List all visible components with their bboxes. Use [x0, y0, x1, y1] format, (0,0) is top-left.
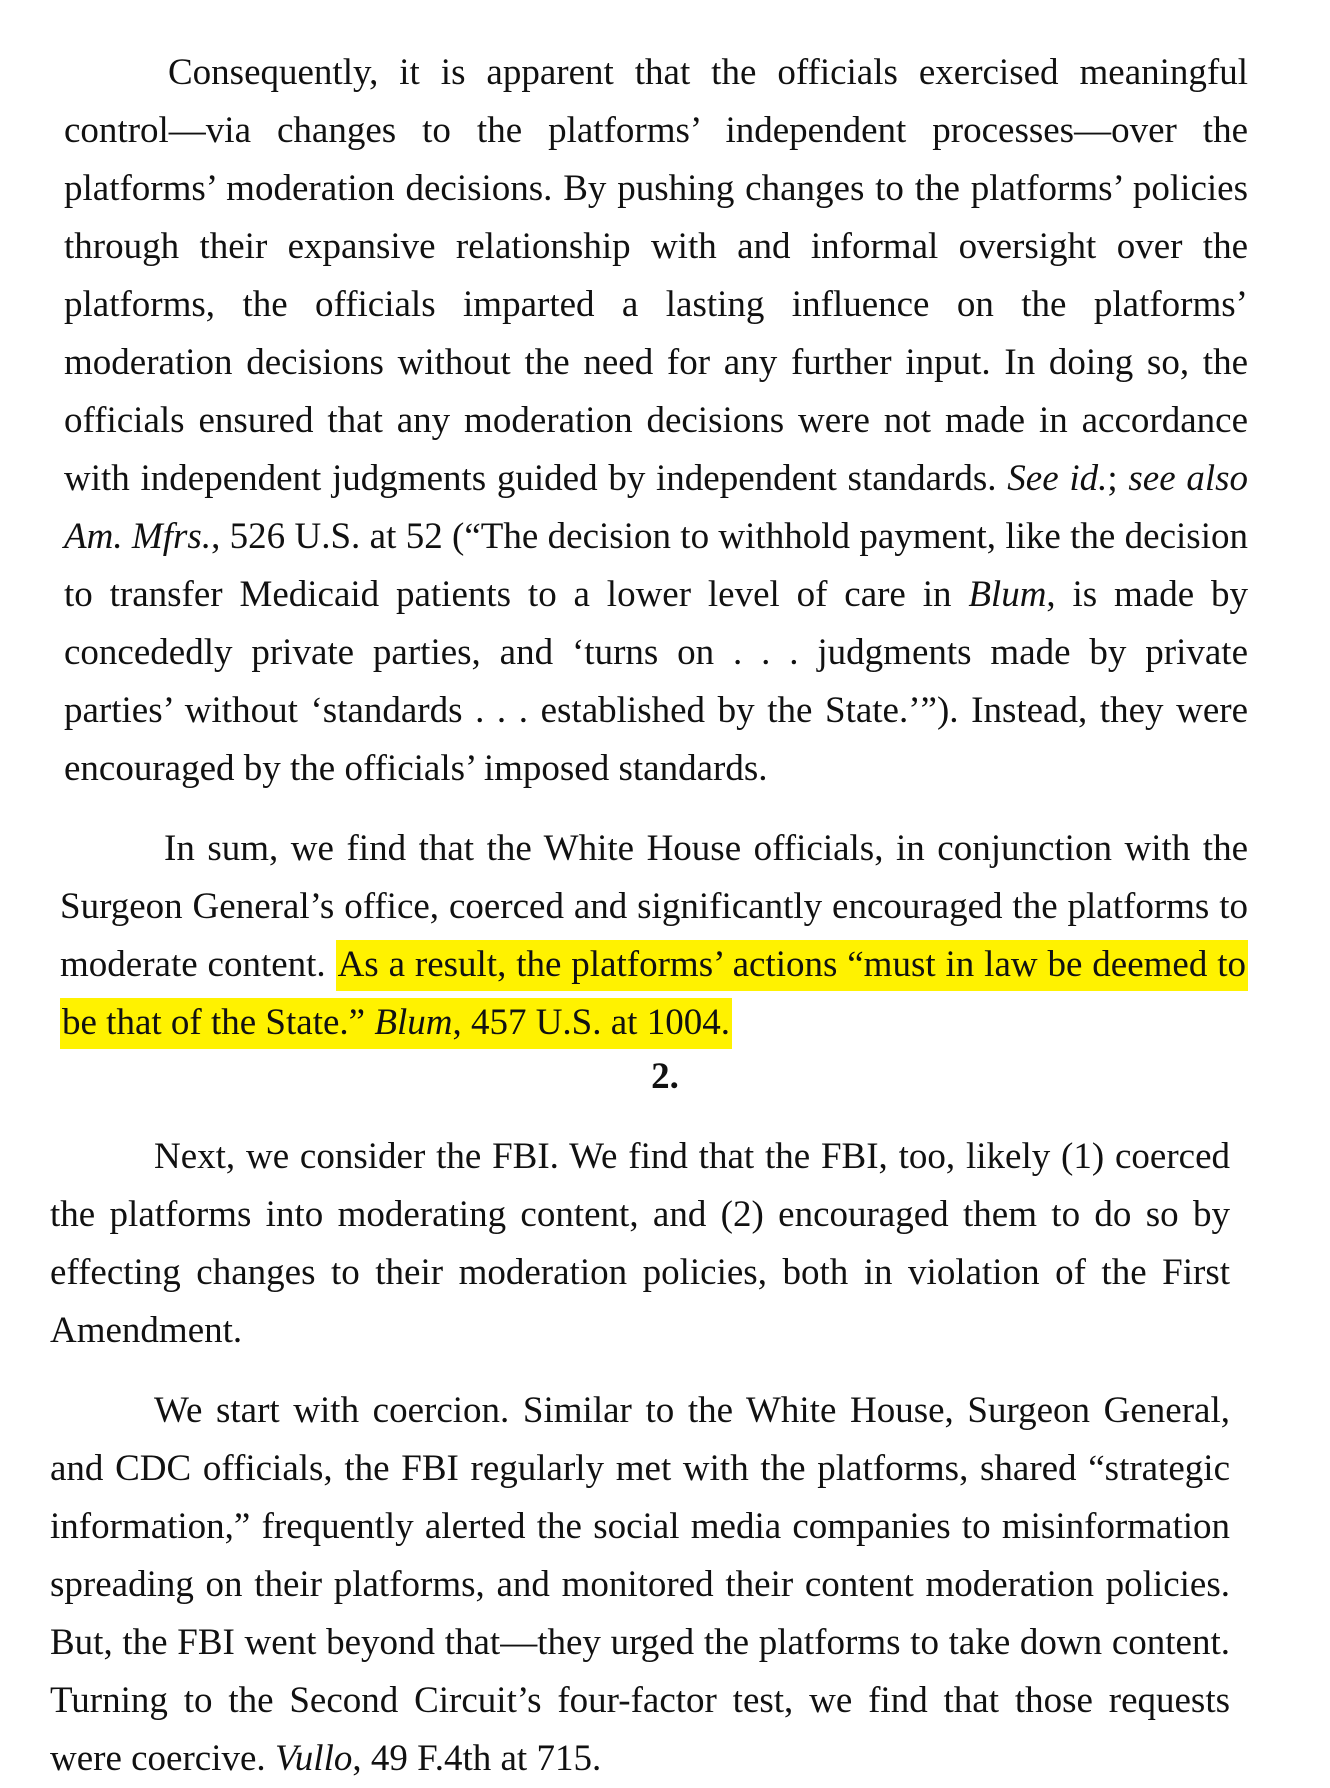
paragraph-text: , 49 F.4th at 715.: [352, 1738, 602, 1779]
paragraph-text: , is made by concededly private parties, and ‘turns on . . . judgments made by private parties’ without ‘standards . . . established by the State.’”). Instead, they were encouraged by the officials’ imposed standards.: [64, 574, 1248, 789]
citation-blum: Blum: [968, 574, 1047, 615]
paragraph-text: Consequently, it is apparent that the officials exercised meaningful control—via changes to the platforms’ independent processes—over the platforms’ moderation decisions. By pushing changes to the platforms’ policies through their expansive relationship with and informal oversight over the platforms, the officials imparted a lasting influence on the platforms’ moderation decisions without the need for any further input. In doing so, the officials ensured that any moderation decisions were not made in accordance with independent judgments guided by independent standards.: [64, 52, 1248, 499]
section-heading: 2.: [651, 1056, 679, 1097]
paragraph-text: Next, we consider the FBI. We find that the FBI, too, likely (1) coerced the platforms into moderating content, and (2) encouraged them to do so by effecting changes to their moderation policies, both in violation of the First Amendment.: [50, 1136, 1230, 1351]
citation-see-also: see also Am. Mfrs.: [64, 458, 1249, 557]
citation-see-id: See id.: [1007, 458, 1108, 499]
paragraph-state-action-control: [64, 44, 1248, 798]
paragraph-fbi-intro: [50, 1128, 1230, 1360]
paragraph-text: ;: [1107, 458, 1129, 499]
citation-blum-highlight: Blum: [374, 1002, 453, 1043]
paragraph-coercion: [50, 1382, 1230, 1788]
paragraph-text: We start with coercion. Similar to the White House, Surgeon General, and CDC officials, the FBI regularly met with the platforms, shared “strategic information,” frequently alerted the social media companies to misinformation spreading on their platforms, and monitored their content moderation policies. But, the FBI went beyond that—they urged the platforms to take down content. Turning to the Second Circuit’s four-factor test, we find that those requests were coercive.: [50, 1390, 1230, 1779]
highlight-text: , 457 U.S. at 1004.: [452, 1002, 730, 1043]
paragraph-in-sum: [60, 820, 1248, 1052]
highlight-text: As a result, the platforms’ actions “must in law be deemed to be that of the State.”: [62, 944, 1246, 1043]
paragraph-text: , 526 U.S. at 52 (“The decision to withhold payment, like the decision to transfer Medicaid patients to a lower level of care in: [64, 516, 1248, 615]
paragraph-text: In sum, we find that the White House officials, in conjunction with the Surgeon General’s office, coerced and significantly encouraged the platforms to moderate content.: [60, 828, 1248, 985]
citation-vullo: Vullo: [274, 1738, 353, 1779]
